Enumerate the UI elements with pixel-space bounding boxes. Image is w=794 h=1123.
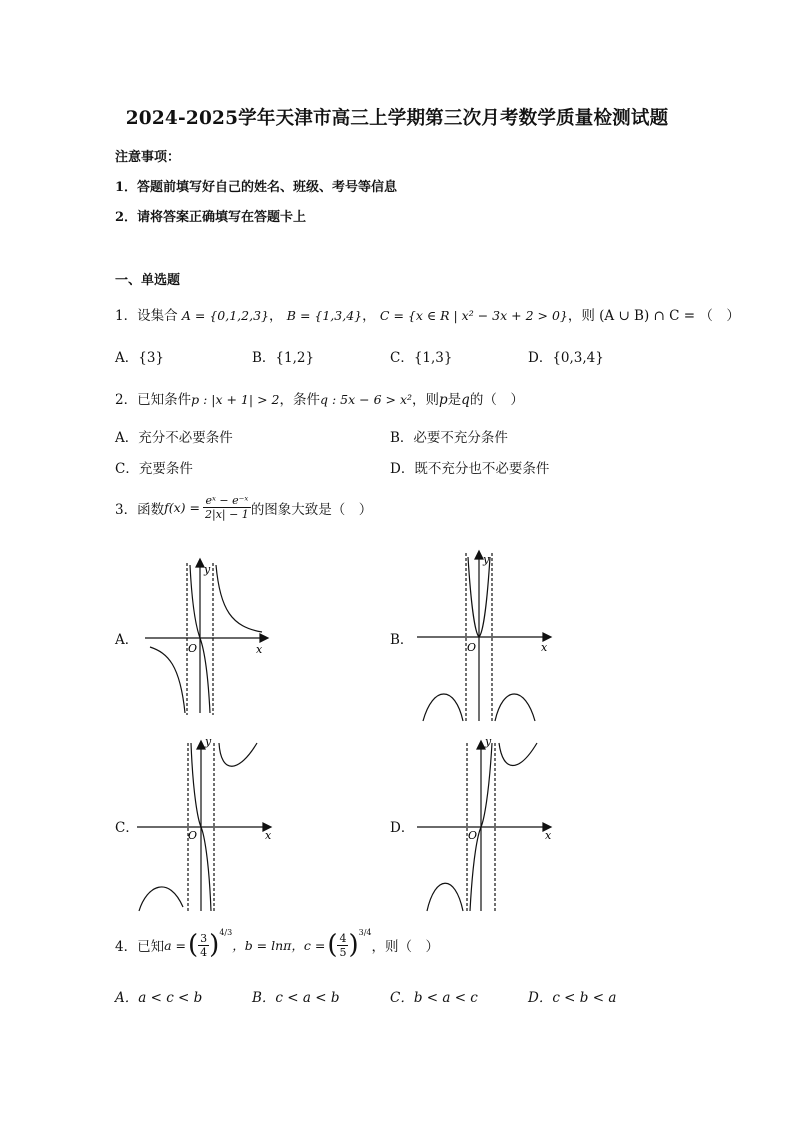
q3-suffix: 的图象大致是（ ） bbox=[250, 501, 373, 518]
curve-left bbox=[150, 647, 185, 713]
q4-option-c[interactable]: C．b < a < c bbox=[390, 990, 478, 1006]
x-axis-arrow-icon bbox=[543, 633, 551, 641]
x-axis-label: x bbox=[265, 829, 272, 842]
curve-left bbox=[423, 694, 463, 721]
q1-option-d[interactable]: D．{0,3,4} bbox=[528, 350, 604, 366]
q4-option-d[interactable]: D．c < b < a bbox=[528, 990, 617, 1006]
q1-option-c[interactable]: C．{1,3} bbox=[390, 350, 453, 366]
q4-a-den: 4 bbox=[200, 945, 208, 959]
q2-option-d[interactable]: D．既不充分也不必要条件 bbox=[390, 461, 550, 477]
q2-text: ，则 bbox=[412, 392, 440, 408]
q4-a-lhs: a = bbox=[164, 937, 186, 953]
y-axis-arrow-icon bbox=[477, 741, 485, 749]
q2-condition-q: q : 5x − 6 > x² bbox=[319, 392, 413, 407]
left-paren: ( bbox=[327, 930, 338, 960]
q4-a-exponent: 4/3 bbox=[219, 928, 233, 937]
q4-c-fraction bbox=[337, 932, 348, 959]
q3-option-a-label[interactable]: A． bbox=[115, 632, 139, 648]
y-axis-arrow-icon bbox=[196, 559, 204, 567]
q2-p: p bbox=[439, 392, 448, 408]
note-item: 1．答题前填写好自己的姓名、班级、考号等信息 bbox=[115, 180, 398, 195]
q4-suffix: ，则（ ） bbox=[371, 939, 440, 955]
q2-text: 2．已知条件 bbox=[115, 392, 192, 408]
notes-heading: 注意事项： bbox=[115, 150, 181, 165]
x-axis-arrow-icon bbox=[260, 634, 268, 642]
q3-prefix: 3．函数 bbox=[115, 501, 165, 518]
question-4 bbox=[115, 930, 439, 960]
graph-option-d[interactable] bbox=[415, 735, 560, 913]
q3-function: f(x) = bbox=[164, 500, 200, 515]
q1-set-b: B = {1,3,4} bbox=[286, 308, 363, 323]
q3-option-d-label[interactable]: D． bbox=[390, 820, 415, 836]
q3-option-b-label[interactable]: B． bbox=[390, 632, 414, 648]
origin-label: O bbox=[188, 642, 198, 655]
q4-option-a[interactable]: A．a < c < b bbox=[115, 990, 203, 1006]
q1-number: 1．设集合 bbox=[115, 308, 178, 324]
graph-option-a[interactable] bbox=[140, 555, 280, 720]
curve-left bbox=[139, 887, 183, 911]
q2-text: 的（ ） bbox=[469, 392, 524, 408]
question-2 bbox=[115, 388, 524, 408]
x-axis-label: x bbox=[545, 829, 552, 842]
graph-option-c[interactable] bbox=[135, 735, 280, 913]
curve-right bbox=[219, 743, 257, 766]
question-1: 1．设集合 A = {0,1,2,3}， B = {1,3,4}， C = {x ∈ R | x² − 3x + 2 > 0}，则 (A ∪ B) ∩ C = （ ） bbox=[115, 308, 740, 324]
q3-denominator: 2|x| − 1 bbox=[204, 508, 249, 521]
q2-option-b[interactable]: B．必要不充分条件 bbox=[390, 430, 508, 446]
curve-right bbox=[499, 743, 537, 766]
q2-option-a[interactable]: A．充分不必要条件 bbox=[115, 430, 233, 446]
origin-label: O bbox=[468, 829, 478, 842]
q4-prefix: 4．已知 bbox=[115, 939, 165, 955]
origin-label: O bbox=[188, 829, 198, 842]
section-heading: 一、单选题 bbox=[115, 273, 181, 288]
q4-option-b[interactable]: B．c < a < b bbox=[252, 990, 340, 1006]
x-axis-label: x bbox=[256, 643, 263, 656]
q2-text: 是 bbox=[447, 392, 462, 408]
origin-label: O bbox=[467, 641, 477, 654]
right-paren: ) bbox=[209, 930, 220, 960]
q4-c-num: 4 bbox=[339, 931, 347, 945]
q4-b: ，b = lnπ， bbox=[232, 938, 304, 953]
q2-option-c[interactable]: C．充要条件 bbox=[115, 461, 193, 477]
page-title: 2024-2025学年天津市高三上学期第三次月考数学质量检测试题 bbox=[125, 108, 669, 129]
y-axis-label: y bbox=[205, 735, 212, 748]
y-axis-label: y bbox=[204, 563, 211, 576]
q4-a-fraction bbox=[198, 932, 209, 959]
curve-right bbox=[495, 694, 535, 721]
y-axis-arrow-icon bbox=[475, 551, 483, 559]
question-3 bbox=[115, 494, 372, 521]
q2-text: ，条件 bbox=[279, 392, 320, 408]
q4-c-lhs: c = bbox=[303, 937, 326, 953]
curve-right bbox=[216, 565, 262, 632]
q1-set-a: A = {0,1,2,3} bbox=[181, 308, 269, 323]
left-paren: ( bbox=[188, 930, 199, 960]
q3-option-c-label[interactable]: C． bbox=[115, 820, 139, 836]
curve-left bbox=[427, 883, 463, 911]
y-axis-label: y bbox=[483, 553, 490, 566]
graph-option-b[interactable] bbox=[415, 545, 560, 723]
y-axis-arrow-icon bbox=[197, 741, 205, 749]
q1-tail: ，则 (A ∪ B) ∩ C = （ ） bbox=[567, 308, 740, 324]
q2-condition-p: p : |x + 1| > 2 bbox=[191, 392, 280, 407]
note-item: 2．请将答案正确填写在答题卡上 bbox=[115, 210, 307, 225]
q4-a-num: 3 bbox=[200, 931, 208, 945]
q2-q: q bbox=[461, 392, 470, 408]
q3-fraction bbox=[203, 494, 251, 521]
q3-numerator: eˣ − e⁻ˣ bbox=[203, 494, 251, 508]
x-axis-label: x bbox=[541, 641, 548, 654]
q1-option-b[interactable]: B．{1,2} bbox=[252, 350, 315, 366]
q1-set-c: C = {x ∈ R | x² − 3x + 2 > 0} bbox=[379, 308, 568, 323]
q1-option-a[interactable]: A．{3} bbox=[115, 350, 165, 366]
right-paren: ) bbox=[348, 930, 359, 960]
q4-c-exponent: 3/4 bbox=[358, 928, 372, 937]
q4-c-den: 5 bbox=[339, 945, 347, 959]
y-axis-label: y bbox=[485, 735, 492, 748]
